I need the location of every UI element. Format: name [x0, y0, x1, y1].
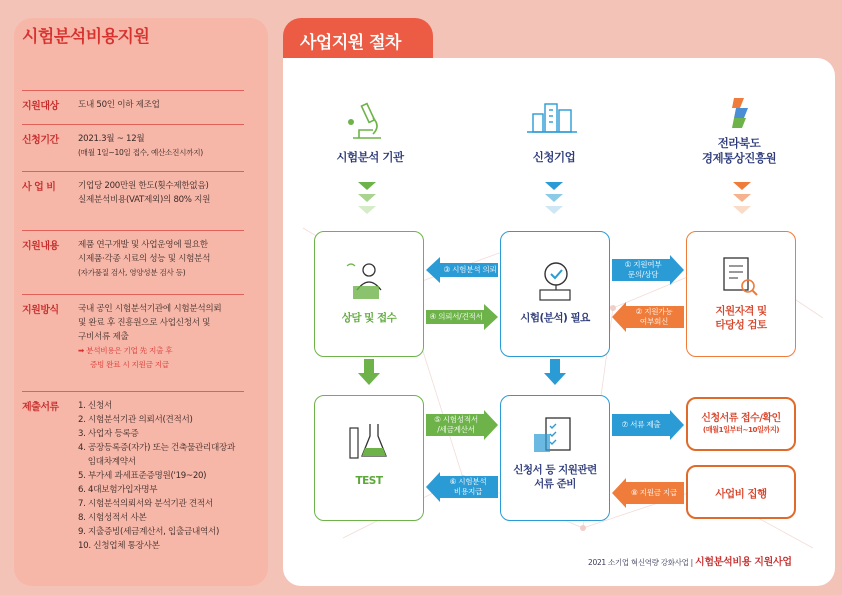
consult-label: 상담 및 접수: [341, 312, 397, 324]
magnifier-check-icon: [532, 258, 578, 304]
chevron-down-icon: [543, 180, 565, 216]
info-row-value: [78, 132, 250, 160]
info-row-value: [78, 238, 250, 280]
column-label-company: 신청기업: [532, 150, 576, 164]
info-line: 기업당 200만원 한도(횟수제한없음): [78, 181, 209, 191]
info-row: [22, 391, 244, 551]
info-line: 10. 신청업체 통장사본: [78, 541, 160, 551]
arrow-label-4: ④ 의뢰서/견적서: [429, 312, 483, 321]
info-line: 시제품·각종 시료의 성능 및 시험분석: [78, 254, 211, 264]
info-note: ➡ 분석비용은 기업 先 지출 후: [78, 346, 173, 355]
info-row-key: 사 업 비: [22, 182, 56, 193]
chevron-down-icon: [356, 180, 378, 216]
info-row-key: 지원방식: [22, 305, 59, 316]
info-row-key: 제출서류: [22, 402, 59, 413]
info-row-value: [78, 179, 250, 207]
arrow-label-3: ③ 시험분석 의뢰: [443, 265, 497, 274]
receipt-box: [686, 397, 796, 451]
info-row: [22, 90, 244, 112]
receipt-label: 신청서류 접수/확인: [701, 413, 781, 424]
info-row: [22, 230, 244, 277]
info-row: [22, 171, 244, 205]
info-row-key: 지원내용: [22, 241, 59, 252]
info-line: 2021.3월 ~ 12월: [78, 134, 145, 144]
info-row: [22, 294, 244, 369]
document-search-icon: [720, 256, 760, 298]
info-line-small: (자가품질 검사, 영양성분 검사 등): [78, 268, 186, 277]
chevron-down-icon: [731, 180, 753, 216]
info-row-value: [78, 98, 250, 112]
microscope-icon: [343, 98, 391, 142]
info-row-value: [78, 399, 250, 553]
receipt-sub-label: (매월1일부터~10일까지): [702, 425, 780, 434]
checklist-icon: [532, 416, 578, 456]
info-line: 6. 4대보험가입자명부: [78, 485, 158, 495]
column-label-agency: 전라북도 경제통상진흥원: [701, 136, 777, 165]
info-line: 및 완료 후 진흥원으로 사업신청서 및: [78, 318, 211, 328]
docs-label: 신청서 등 지원관련 서류 준비: [513, 464, 597, 490]
arrow-label-6: ⑥ 시험분석 비용지급: [449, 477, 487, 496]
arrow-down-blue: [544, 359, 566, 385]
test-needed-label: 시험(분석) 필요: [520, 312, 590, 324]
arrow-label-5: ⑤ 시험성적서 /세금계산서: [434, 415, 478, 434]
footer-small: 2021 소기업 혁신역량 강화사업 |: [588, 558, 693, 567]
info-line: 1. 신청서: [78, 401, 113, 411]
info-line: 제품 연구개발 및 사업운영에 필요한: [78, 240, 208, 250]
info-line-small: (매월 1일~10일 접수, 예산소진시까지): [78, 148, 203, 157]
column-label-lab: 시험분석 기관: [336, 150, 404, 164]
info-line: 임대차계약서: [78, 457, 136, 467]
arrow-label-1: ① 지원여부 문의/상담: [624, 260, 662, 279]
info-line: 7. 시험분석의뢰서와 분석기관 견적서: [78, 499, 213, 509]
info-line: 실제분석비용(VAT제외)의 80% 지원: [78, 195, 211, 205]
execute-label: 사업비 집행: [715, 488, 767, 500]
info-line: 도내 50인 이하 제조업: [78, 100, 160, 110]
info-line: 국내 공인 시험분석기관에 시험분석의뢰: [78, 304, 222, 314]
info-line: 8. 시험성적서 사본: [78, 513, 147, 523]
info-row-value: [78, 302, 250, 372]
right-title: 사업지원 절차: [300, 33, 401, 53]
info-line: 5. 부가세 과세표준증명원('19~20): [78, 471, 207, 481]
consultant-icon: [343, 260, 395, 300]
info-row: [22, 124, 244, 157]
info-row-key: 지원대상: [22, 101, 59, 112]
info-line: 4. 공장등록증(자가) 또는 건축물관리대장과: [78, 443, 236, 453]
test-label: TEST: [355, 475, 383, 487]
footer-bold: 시험분석비용 지원사업: [694, 557, 792, 568]
info-line: 구비서류 제출: [78, 332, 129, 342]
arrow-label-7: ⑦ 서류 제출: [621, 420, 661, 429]
info-line: 2. 시험분석기관 의뢰서(견적서): [78, 415, 193, 425]
info-note: 증빙 완료 시 지원금 지급: [90, 360, 169, 369]
building-icon: [527, 100, 577, 134]
agency-logo-icon: [730, 96, 752, 130]
arrow-down-green: [358, 359, 380, 385]
arrow-label-8: ⑧ 지원금 지급: [631, 488, 677, 497]
review-label: 지원자격 및 타당성 검토: [715, 305, 767, 331]
arrow-label-2: ② 지원가능 여부회신: [635, 307, 673, 326]
info-line: 3. 사업자 등록증: [78, 429, 139, 439]
info-row-key: 신청기간: [22, 135, 59, 146]
left-title: 시험분석비용지원: [22, 27, 150, 47]
docs-box: [500, 395, 610, 521]
flask-icon: [344, 420, 394, 460]
info-line: 9. 지출증빙(세금계산서, 입출금내역서): [78, 527, 220, 537]
footer: [588, 553, 792, 568]
